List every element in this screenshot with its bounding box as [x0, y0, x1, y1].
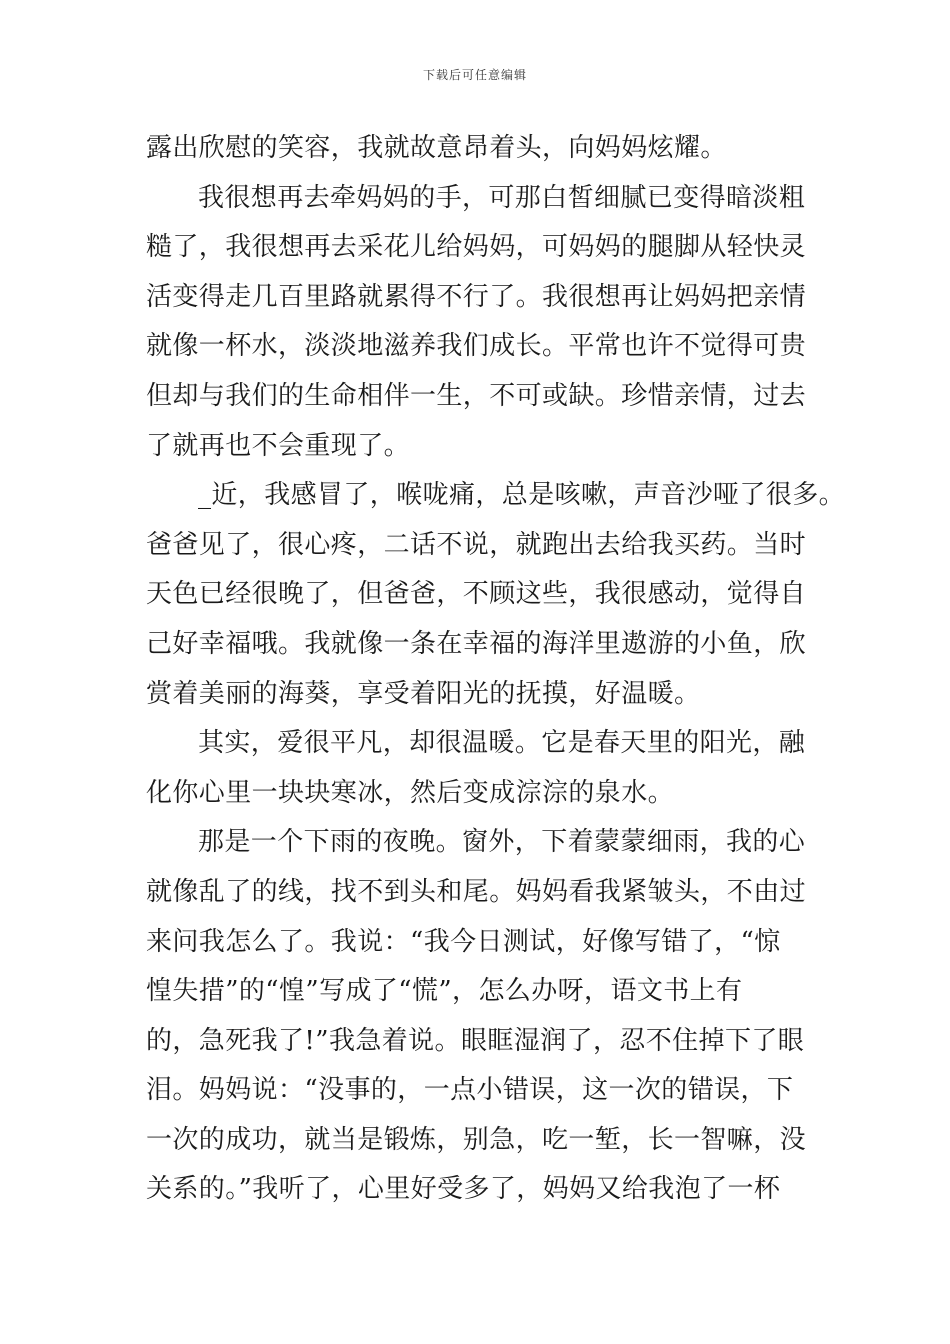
- text-line: 化你心里一块块寒冰，然后变成淙淙的泉水。: [146, 777, 675, 808]
- text-line: 活变得走几百里路就累得不行了。我很想再让妈妈把亲情: [146, 281, 807, 312]
- text-line: 了就再也不会重现了。: [146, 430, 411, 461]
- text-line: 露出欣慰的笑容，我就故意昂着头，向妈妈炫耀。: [146, 133, 727, 163]
- text-line: 惶失措”的“惶”写成了“慌”，怎么办呀，语文书上有: [146, 976, 743, 1007]
- text-line: 赏着美丽的海葵，享受着阳光的抚摸，好温暖。: [146, 678, 701, 709]
- text-line: 天色已经很晚了，但爸爸，不顾这些，我很感动，觉得自: [146, 579, 807, 610]
- paragraph-start-line: 我很想再去牵妈妈的手，可那白皙细腻已变得暗淡粗: [198, 182, 806, 213]
- text-line: 来问我怎么了。我说：“我今日测试，好像写错了，“惊: [146, 926, 781, 957]
- document-body: [146, 124, 846, 1215]
- text-line: 就像一杯水，淡淡地滋养我们成长。平常也许不觉得可贵: [146, 331, 807, 362]
- text-line: 的，急死我了!”我急着说。眼眶湿润了，忍不住掉下了眼: [146, 1025, 805, 1056]
- text-line: 关系的。”我听了，心里好受多了，妈妈又给我泡了一杯: [146, 1174, 781, 1205]
- paragraph-start-line: 那是一个下雨的夜晚。窗外，下着蒙蒙细雨，我的心: [198, 827, 806, 858]
- text-line: 爸爸见了，很心疼，二话不说，就跑出去给我买药。当时: [146, 529, 807, 560]
- text-line: 但却与我们的生命相伴一生，不可或缺。珍惜亲情，过去: [146, 380, 807, 411]
- text-line: 糙了，我很想再去采花儿给妈妈，可妈妈的腿脚从轻快灵: [146, 232, 807, 263]
- text-line: 就像乱了的线，找不到头和尾。妈妈看我紧皱头，不由过: [146, 876, 807, 907]
- text-line: 泪。妈妈说：“没事的，一点小错误，这一次的错误，下: [146, 1075, 794, 1106]
- text-line: 己好幸福哦。我就像一条在幸福的海洋里遨游的小鱼，欣: [146, 628, 807, 659]
- paragraph-start-line: _近，我感冒了，喉咙痛，总是咳嗽，声音沙哑了很多。: [198, 480, 846, 511]
- page-header: 下载后可任意编辑: [422, 68, 527, 82]
- text-line: 一次的成功，就当是锻炼，别急，吃一堑，长一智嘛，没: [146, 1124, 807, 1155]
- paragraph-start-line: 其实，爱很平凡，却很温暖。它是春天里的阳光，融: [198, 728, 806, 759]
